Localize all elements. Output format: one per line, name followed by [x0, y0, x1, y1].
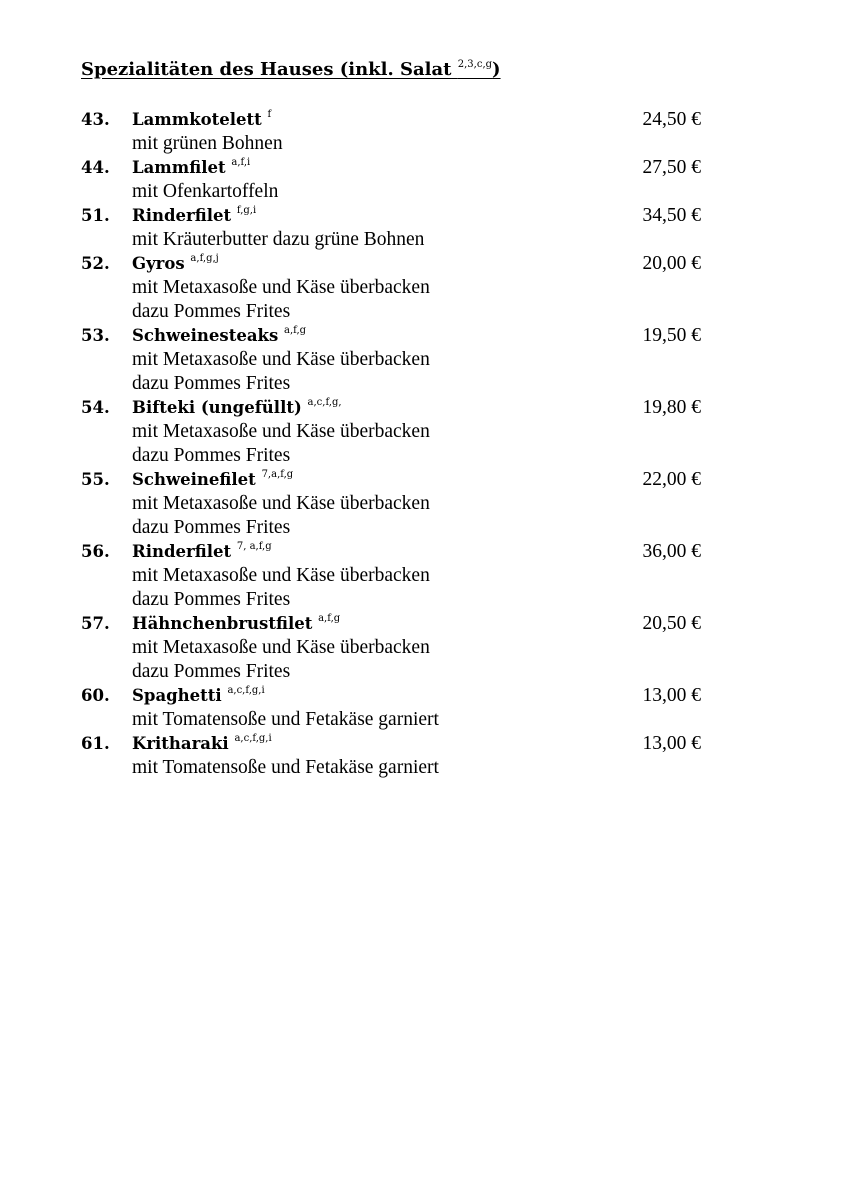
item-number: 43. — [81, 110, 110, 129]
item-number: 60. — [81, 686, 110, 705]
item-number: 54. — [81, 398, 110, 417]
item-description: mit Metaxasoße und Käse überbacken — [132, 493, 430, 514]
item-description: dazu Pommes Frites — [132, 445, 291, 466]
menu-item-header — [81, 684, 701, 708]
item-allergens: a,f,g,j — [190, 253, 219, 264]
menu-item-header — [81, 468, 701, 492]
item-name: Rinderfilet $^{f,g,i}$ — [132, 205, 257, 225]
menu-item-header — [81, 252, 701, 276]
menu-item — [81, 252, 701, 324]
item-name: Hähnchenbrustfilet $^{a,f,g}$ — [132, 613, 341, 633]
item-allergens: a,c,f,g, — [307, 397, 342, 408]
item-description: dazu Pommes Frites — [132, 661, 291, 682]
item-description: mit Metaxasoße und Käse überbacken — [132, 421, 430, 442]
menu-item-header — [81, 396, 701, 420]
item-price: 36,00 € — [642, 541, 701, 562]
item-description: dazu Pommes Frites — [132, 589, 291, 610]
item-description: mit Metaxasoße und Käse überbacken — [132, 349, 430, 370]
menu-item — [81, 468, 701, 540]
item-price: 19,50 € — [642, 325, 701, 346]
menu-item-header — [81, 156, 701, 180]
menu-item — [81, 540, 701, 612]
item-description: mit Metaxasoße und Käse überbacken — [132, 565, 430, 586]
item-name: Spaghetti $^{a,c,f,g,i}$ — [132, 685, 265, 705]
menu-item — [81, 732, 701, 780]
item-name: Bifteki (ungefüllt) $^{a,c,f,g,}$ — [132, 397, 342, 417]
menu-item-header — [81, 108, 701, 132]
item-name: Gyros $^{a,f,g,j}$ — [132, 253, 219, 273]
item-price: 24,50 € — [642, 109, 701, 130]
menu-item-header — [81, 204, 701, 228]
item-allergens: 7, a,f,g — [236, 541, 272, 552]
item-description: mit Metaxasoße und Käse überbacken — [132, 277, 430, 298]
menu-item-header — [81, 732, 701, 756]
item-number: 61. — [81, 734, 110, 753]
menu-item-header — [81, 540, 701, 564]
item-name: Lammfilet $^{a,f,i}$ — [132, 157, 251, 177]
item-number: 57. — [81, 614, 110, 633]
section-title-allergens: 2,3,c,g — [457, 59, 493, 70]
item-description: mit Tomatensoße und Fetakäse garniert — [132, 757, 439, 778]
item-price: 13,00 € — [642, 733, 701, 754]
item-description: mit Ofenkartoffeln — [132, 181, 279, 202]
item-description: mit Metaxasoße und Käse überbacken — [132, 637, 430, 658]
item-allergens: f,g,i — [236, 205, 257, 216]
section-title: Spezialitäten des Hauses (inkl. Salat $^{2,3,c,g}$) — [81, 59, 501, 80]
item-allergens: a,f,g — [318, 613, 341, 624]
item-allergens: a,c,f,g,i — [227, 685, 265, 696]
item-allergens: a,f,g — [284, 325, 307, 336]
item-description: mit Kräuterbutter dazu grüne Bohnen — [132, 229, 425, 250]
menu-item — [81, 396, 701, 468]
item-name: Schweinefilet $^{7,a,f,g}$ — [132, 469, 294, 489]
menu-item — [81, 156, 701, 204]
item-allergens: a,f,i — [231, 157, 251, 168]
item-allergens: a,c,f,g,i — [234, 733, 272, 744]
item-name: Schweinesteaks $^{a,f,g}$ — [132, 325, 307, 345]
item-price: 19,80 € — [642, 397, 701, 418]
item-description: mit grünen Bohnen — [132, 133, 283, 154]
menu-list — [81, 108, 701, 780]
menu-item — [81, 324, 701, 396]
menu-item — [81, 204, 701, 252]
item-number: 55. — [81, 470, 110, 489]
menu-item-header — [81, 324, 701, 348]
item-number: 53. — [81, 326, 110, 345]
item-price: 20,50 € — [642, 613, 701, 634]
menu-item — [81, 108, 701, 156]
item-description: dazu Pommes Frites — [132, 373, 291, 394]
item-number: 44. — [81, 158, 110, 177]
item-price: 27,50 € — [642, 157, 701, 178]
item-description: mit Tomatensoße und Fetakäse garniert — [132, 709, 439, 730]
item-name: Lammkotelett $^f$ — [132, 109, 272, 129]
item-number: 52. — [81, 254, 110, 273]
item-number: 51. — [81, 206, 110, 225]
item-price: 22,00 € — [642, 469, 701, 490]
item-price: 13,00 € — [642, 685, 701, 706]
item-number: 56. — [81, 542, 110, 561]
item-allergens: f — [267, 109, 272, 120]
item-description: dazu Pommes Frites — [132, 517, 291, 538]
item-allergens: 7,a,f,g — [261, 469, 294, 480]
item-name: Rinderfilet $^{7, a,f,g}$ — [132, 541, 272, 561]
item-name: Kritharaki $^{a,c,f,g,i}$ — [132, 733, 272, 753]
item-description: dazu Pommes Frites — [132, 301, 291, 322]
item-price: 20,00 € — [642, 253, 701, 274]
menu-item — [81, 612, 701, 684]
item-price: 34,50 € — [642, 205, 701, 226]
menu-item-header — [81, 612, 701, 636]
menu-item — [81, 684, 701, 732]
